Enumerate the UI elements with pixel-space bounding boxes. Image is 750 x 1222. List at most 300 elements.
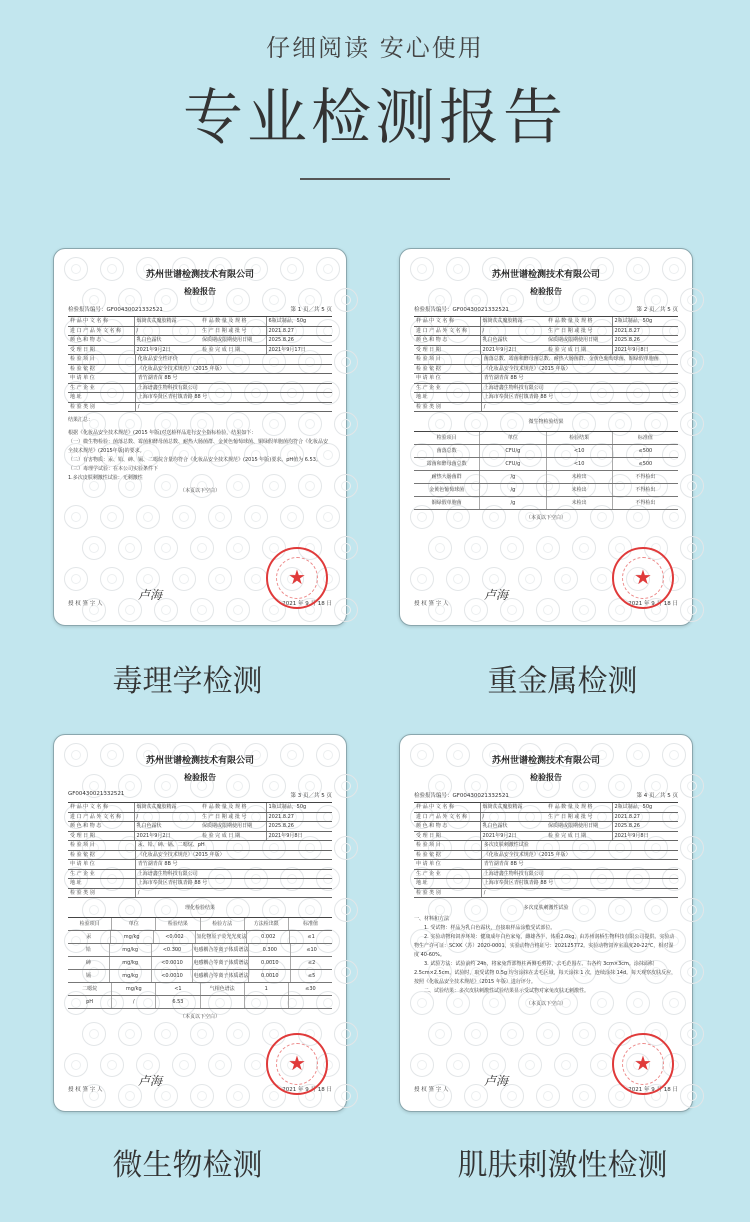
results-row (414, 458, 678, 471)
field-row (68, 832, 332, 842)
results-cell: 汞 (86, 934, 92, 940)
results-cell: /g (479, 497, 545, 509)
field-value: 2021年9月2日 (480, 832, 547, 841)
results-cell: / (111, 996, 155, 1008)
results-cell: CFU/g (479, 445, 545, 457)
results-cell: <10 (546, 458, 612, 470)
field-label: 颜 色 和 物 态 (70, 337, 102, 343)
field-value: 6瓶试制品，50g (266, 317, 333, 326)
field-label: 检 验 项 目 (416, 356, 441, 362)
results-cell: ≤10 (290, 944, 332, 956)
field-value: 上海市奉贤区青村镇青路 88 号 (135, 393, 332, 402)
results-cell (288, 996, 332, 1008)
field-value: 青竹湖青苗 8B 号 (481, 860, 678, 869)
field-row (68, 393, 332, 403)
watermark-icon (680, 774, 704, 798)
field-label: 地 址 (416, 394, 428, 400)
results-cell: 检验结果 (546, 432, 612, 444)
field-label: 进 口 产 品 外 文 名 称 (70, 327, 122, 334)
field-value: 上海谱鑫生物科技有限公司 (135, 384, 332, 393)
field-label: 样 品 数 量 及 规 格 (202, 318, 247, 324)
results-cell: 0.0010 (248, 957, 290, 969)
results-cell: 6.53 (155, 996, 199, 1008)
field-label: 颜 色 和 物 态 (70, 823, 102, 829)
field-label: 检 验 类 别 (416, 889, 441, 896)
results-title: 微生物检验结果 (528, 419, 564, 425)
results-cell: 不得检出 (612, 484, 678, 496)
field-value: 2021.8.27 (266, 813, 333, 822)
results-cell: 气相色谱法 (200, 983, 244, 995)
field-value: 1瓶试制品，50g (266, 803, 333, 812)
field-row (68, 346, 332, 356)
section-paragraph: 2. 实验动物和饲养环境：健康成年白色家兔，雌雄各半，体重2.0kg，由苏州润桥生物科技有限公司提供。实验动物生产许可证：SCXK（苏）2020-0001，实验动物合格证号：202125772。实验动物饲养室温度20-22℃，相对湿度 40-60%。 (414, 934, 675, 958)
results-cell: 0.002 (246, 931, 289, 943)
field-label: 保质期或限期使用日期 (548, 337, 599, 343)
watermark-icon (334, 1022, 358, 1046)
watermark-icon (334, 598, 358, 622)
field-label: 样 品 中 文 名 称 (416, 318, 454, 324)
report-page: 第 1 页／共 5 页 (290, 307, 332, 313)
field-value: / (481, 403, 678, 412)
field-label: 进 口 产 品 外 文 名 称 (416, 813, 468, 820)
field-row (68, 879, 332, 889)
report-end-note: （本页以下空白） (179, 488, 220, 494)
caption-heavy-metal: 重金属检测 (487, 664, 638, 699)
field-label: 进 口 产 品 外 文 名 称 (70, 813, 122, 820)
results-cell: 未检出 (546, 484, 612, 496)
results-cell: <0.0010 (151, 957, 193, 969)
field-value: 2瓶试制品，50g (612, 317, 679, 326)
results-cell: CFU/g (479, 458, 545, 470)
watermark-icon (334, 774, 358, 798)
section-paragraphs (414, 924, 678, 996)
field-row (414, 327, 678, 337)
results-cell: 标准值 (612, 432, 678, 444)
results-row (68, 957, 332, 970)
results-title: 理化检验结果 (184, 905, 215, 911)
field-row (414, 832, 678, 842)
results-cell: 砷 (85, 960, 91, 966)
field-label: 检 验 类 别 (70, 403, 95, 410)
results-row (414, 445, 678, 458)
field-value: 汞、铅、砷、镉、二噁烷、pH (135, 841, 332, 850)
watermark-icon (680, 412, 704, 436)
watermark-icon (334, 288, 358, 312)
field-value: 上海谱鑫生物科技有限公司 (135, 870, 332, 879)
field-label: 生 产 企 业 (416, 384, 441, 391)
report-card-microbe[interactable] (53, 734, 347, 1112)
watermark-icon (680, 836, 704, 860)
results-cell: 不得检出 (612, 497, 678, 509)
field-value: 乳白色霜状 (480, 336, 547, 345)
report-doc-title: 检验报告 (530, 773, 562, 782)
results-cell: 方法检出限 (244, 918, 288, 930)
results-cell: 单位 (111, 918, 155, 930)
report-page: 第 4 页／共 5 页 (636, 793, 678, 799)
field-label: 申 请 单 位 (70, 375, 95, 381)
report-date: 2021 年 9 月 18 日 (282, 601, 332, 607)
results-row (414, 484, 678, 497)
field-label: 检 验 项 目 (70, 356, 95, 362)
report-date: 2021 年 9 月 18 日 (628, 1087, 678, 1093)
field-row (68, 841, 332, 851)
field-row (414, 860, 678, 870)
field-row (414, 870, 678, 880)
field-row (68, 336, 332, 346)
field-label: 检 验 完 成 日 期 (202, 346, 240, 353)
results-cell: 0.0010 (248, 970, 290, 982)
conclusion-line: （三）毒理学试验：在本公司实验条件下 (68, 466, 159, 472)
signer-label: 授 权 签 字 人 (68, 601, 103, 607)
results-row (68, 970, 332, 983)
field-label: 检 验 依 据 (70, 851, 95, 858)
field-value: / (134, 813, 201, 822)
results-cell: ≤1 (289, 931, 332, 943)
field-row (68, 355, 332, 365)
field-value: / (481, 889, 678, 898)
results-cell: 电感耦合等离子体质谱法 (192, 944, 248, 956)
report-doc-title: 检验报告 (184, 773, 216, 782)
report-number: 检验报告编号：GF00430021332521 (414, 307, 509, 313)
signer-label: 授 权 签 字 人 (414, 1087, 449, 1093)
field-row (68, 803, 332, 813)
report-number: GF00430021332521 (68, 791, 125, 797)
field-value: 2021年9月8日 (612, 832, 679, 841)
field-label: 检 验 完 成 日 期 (202, 832, 240, 839)
field-label: 样 品 数 量 及 规 格 (548, 318, 593, 324)
results-cell: 不得检出 (612, 471, 678, 483)
field-value: 青竹湖青苗 8B 号 (135, 374, 332, 383)
field-value: / (135, 403, 332, 412)
field-row (414, 403, 678, 413)
field-label: 生 产 企 业 (416, 870, 441, 877)
field-label: 申 请 单 位 (70, 861, 95, 867)
field-row (68, 813, 332, 823)
field-value: 《化妆品安全技术规范》（2015 年版） (481, 365, 678, 374)
field-value: / (135, 889, 332, 898)
field-label: 申 请 单 位 (416, 861, 441, 867)
report-end-note: （本页以下空白） (179, 1014, 220, 1020)
field-label: 进 口 产 品 外 文 名 称 (416, 327, 468, 334)
results-cell: 金黄色葡萄球菌 (429, 487, 465, 493)
field-label: 检 验 类 别 (70, 889, 95, 896)
report-company: 苏州世谱检测技术有限公司 (145, 270, 254, 280)
field-value: 2025.8.26 (612, 822, 679, 831)
field-label: 样 品 中 文 名 称 (70, 318, 108, 324)
field-label: 样 品 数 量 及 规 格 (202, 804, 247, 810)
field-value: 烟筒苁苁魔胶精霜 (134, 803, 201, 812)
page-subtitle: 仔细阅读 安心使用 (266, 34, 484, 62)
field-label: 受 理 日 期 (70, 346, 95, 353)
field-label: 受 理 日 期 (70, 832, 95, 839)
field-label: 生 产 日 期 或 批 号 (202, 327, 247, 334)
report-conclusion (68, 429, 332, 483)
field-label: 地 址 (70, 394, 82, 400)
results-cell: 氢化物原子荧光光度法 (195, 931, 246, 943)
field-value: 乳白色霜状 (134, 822, 201, 831)
results-header-row (68, 918, 332, 931)
field-row (414, 384, 678, 394)
watermark-icon (680, 1084, 704, 1108)
results-cell: 菌落总数 (436, 448, 457, 454)
field-row (414, 851, 678, 861)
field-value: 《化妆品安全技术规范》（2015 年版） (135, 851, 332, 860)
field-value: 2025.8.26 (266, 336, 333, 345)
results-cell: <0.002 (153, 931, 196, 943)
field-value: 烟筒苁苁魔胶精霜 (134, 317, 201, 326)
report-date: 2021 年 9 月 18 日 (282, 1087, 332, 1093)
results-cell: mg/kg (109, 944, 151, 956)
report-card-skin-irritation[interactable] (399, 734, 693, 1112)
results-cell: ≤500 (612, 445, 678, 457)
field-row (68, 365, 332, 375)
field-row (414, 355, 678, 365)
results-cell: 二噁烷 (82, 986, 98, 992)
results-cell: 检验结果 (155, 918, 199, 930)
results-cell: 未检出 (546, 497, 612, 509)
field-value: 2021年9月2日 (134, 832, 201, 841)
field-row (68, 870, 332, 880)
field-row (414, 374, 678, 384)
results-cell: ≤500 (612, 458, 678, 470)
field-row (414, 365, 678, 375)
field-row (414, 841, 678, 851)
field-value: 上海谱鑫生物科技有限公司 (481, 870, 678, 879)
field-value: 2021年9月8日 (266, 832, 333, 841)
results-cell: 镉 (85, 973, 91, 979)
report-card-toxicology[interactable] (53, 248, 347, 626)
field-label: 保质期或限期使用日期 (548, 823, 599, 829)
field-row (68, 403, 332, 413)
results-cell: ≤30 (288, 983, 332, 995)
field-label: 检 验 项 目 (416, 842, 441, 848)
results-cell: <10 (546, 445, 612, 457)
field-row (68, 317, 332, 327)
field-row (414, 889, 678, 899)
field-label: 地 址 (70, 880, 82, 886)
field-label: 受 理 日 期 (416, 346, 441, 353)
signature: 卢海 (138, 1074, 163, 1088)
results-cell: 标准值 (288, 918, 332, 930)
results-header-row (414, 432, 678, 445)
report-card-heavy-metal[interactable] (399, 248, 693, 626)
field-label: 检 验 项 目 (70, 842, 95, 848)
field-value: 2021年9月2日 (134, 346, 201, 355)
field-value: 乳白色霜状 (480, 822, 547, 831)
results-row (68, 996, 332, 1009)
watermark-icon (680, 536, 704, 560)
field-row (414, 822, 678, 832)
field-value: 化妆品安全性评价 (135, 355, 332, 364)
field-value: 2025.8.26 (266, 822, 333, 831)
results-cell: 未检出 (546, 471, 612, 483)
conclusion-line: 根据《化妆品安全技术规范》(2015 年版)对送检样品进行安全指标检验，结果如下： (68, 430, 257, 436)
title-divider (300, 178, 450, 180)
results-cell: 电感耦合等离子体质谱法 (192, 957, 248, 969)
results-cell: <1 (155, 983, 199, 995)
field-value: 《化妆品安全技术规范》（2015 年版） (481, 851, 678, 860)
field-label: 检 验 依 据 (416, 851, 441, 858)
field-label: 颜 色 和 物 态 (416, 823, 448, 829)
field-value: 上海市奉贤区青村镇青路 88 号 (135, 879, 332, 888)
field-value: 2025.8.26 (612, 336, 679, 345)
watermark-icon (334, 836, 358, 860)
results-cell: 单位 (479, 432, 545, 444)
results-row (68, 931, 332, 944)
watermark-icon (680, 898, 704, 922)
watermark-icon (680, 598, 704, 622)
results-row (68, 944, 332, 957)
field-label: 检 验 依 据 (416, 365, 441, 372)
report-fields-table (414, 316, 678, 412)
field-label: 生 产 日 期 或 批 号 (202, 813, 247, 820)
signature: 卢海 (484, 1074, 509, 1088)
report-date: 2021 年 9 月 18 日 (628, 601, 678, 607)
results-cell: /g (479, 484, 545, 496)
signer-label: 授 权 签 字 人 (414, 601, 449, 607)
field-row (414, 346, 678, 356)
report-company: 苏州世谱检测技术有限公司 (145, 756, 254, 766)
caption-skin-irritation: 肌肤刺激性检测 (457, 1148, 668, 1183)
report-fields-table (68, 316, 332, 412)
results-cell: ≤5 (290, 970, 332, 982)
field-row (68, 889, 332, 899)
results-cell: 铅 (85, 947, 91, 953)
results-row (414, 497, 678, 510)
results-cell: ≤2 (290, 957, 332, 969)
seal-star-icon: ★ (288, 565, 306, 589)
watermark-icon (680, 350, 704, 374)
conclusion-line: （一）微生物检验：菌落总数、霉菌和酵母菌总数、耐热大肠菌群、金黄色葡萄球菌、铜绿假单胞菌均符合《化妆品安全技术规范》(2015年版)的要求。 (68, 439, 329, 454)
watermark-icon (680, 1022, 704, 1046)
results-cell: mg/kg (111, 983, 155, 995)
report-conclusion-label: 结果汇总： (68, 417, 94, 423)
watermark-icon (680, 960, 704, 984)
field-row (414, 803, 678, 813)
report-page: 第 2 页／共 5 页 (636, 307, 678, 313)
caption-toxicology: 毒理学检测 (112, 664, 263, 699)
report-doc-title: 检验报告 (184, 287, 216, 296)
results-cell: 电感耦合等离子体质谱法 (192, 970, 248, 982)
watermark-icon (334, 1084, 358, 1108)
field-label: 检 验 依 据 (70, 365, 95, 372)
field-label: 生 产 日 期 或 批 号 (548, 327, 593, 334)
watermark-icon (334, 898, 358, 922)
field-row (414, 393, 678, 403)
conclusion-line: （二）有害物质：汞、铅、砷、镉、二噁烷含量均符合《化妆品安全技术规范》(2015 年版)要求。pH值为 6.53。 (68, 457, 321, 463)
official-seal-stamp (612, 547, 674, 609)
official-seal-stamp (266, 547, 328, 609)
field-value: 2021年9月2日 (480, 346, 547, 355)
field-label: 受 理 日 期 (416, 832, 441, 839)
field-value: 2021年9月8日 (612, 346, 679, 355)
field-value: 青竹湖青苗 8B 号 (481, 374, 678, 383)
report-number: 检验报告编号：GF00430021332521 (68, 307, 163, 313)
watermark-icon (334, 350, 358, 374)
section-paragraph: 1. 受试物：样品为乳白色霜状，直接取样品涂敷受试部位。 (424, 925, 556, 931)
results-cell: /g (479, 471, 545, 483)
field-label: 申 请 单 位 (416, 375, 441, 381)
field-label: 检 验 完 成 日 期 (548, 346, 586, 353)
page-title: 专业检测报告 (183, 83, 567, 153)
field-value: 烟筒苁苁魔胶精霜 (480, 803, 547, 812)
results-cell: 检验项目 (436, 435, 457, 441)
field-label: 颜 色 和 物 态 (416, 337, 448, 343)
field-value: 上海市奉贤区青村镇青路 88 号 (481, 879, 678, 888)
results-cell: 铜绿假单胞菌 (431, 500, 462, 506)
results-cell: 0.300 (248, 944, 290, 956)
watermark-icon (334, 412, 358, 436)
signer-label: 授 权 签 字 人 (68, 1087, 103, 1093)
official-seal-stamp (612, 1033, 674, 1095)
watermark-icon (334, 474, 358, 498)
results-cell: 检验项目 (79, 921, 100, 927)
field-label: 样 品 中 文 名 称 (416, 804, 454, 810)
field-value: 2021.8.27 (612, 813, 679, 822)
results-table (414, 431, 678, 510)
field-label: 样 品 数 量 及 规 格 (548, 804, 593, 810)
field-value: 2瓶试制品，50g (612, 803, 679, 812)
field-value: 青竹湖青苗 8B 号 (135, 860, 332, 869)
seal-star-icon: ★ (288, 1051, 306, 1075)
report-doc-title: 检验报告 (530, 287, 562, 296)
field-value: 多次皮肤刺激性试验 (481, 841, 678, 850)
field-value: / (480, 327, 547, 336)
field-value: 2021.8.27 (266, 327, 333, 336)
report-company: 苏州世谱检测技术有限公司 (491, 270, 600, 280)
results-cell: <0.0010 (151, 970, 193, 982)
section-label: 一、材料和方法 (414, 916, 450, 922)
seal-star-icon: ★ (634, 1051, 652, 1075)
field-value: / (480, 813, 547, 822)
section-paragraph: 3. 试验方法：试验前约 24h，将家兔背部脊柱两侧毛剪掉，去毛范围左、右各约 3cm×3cm。涂抹面积 2.5cm×2.5cm。试验时，取受试物 0.5g 均匀涂抹在去毛区域，每天涂抹 1 次，连续涂抹 14d。每天观察皮肤反应，按照《化妆品安全技术规范》（2015 年版）进行评分。 (414, 961, 677, 985)
signature: 卢海 (484, 588, 509, 602)
official-seal-stamp (266, 1033, 328, 1095)
results-row (68, 983, 332, 996)
report-fields-table (68, 802, 332, 898)
report-page: 第 3 页／共 5 页 (290, 793, 332, 799)
field-row (68, 851, 332, 861)
results-cell: mg/kg (109, 957, 151, 969)
results-cell: mg/kg (109, 970, 151, 982)
results-cell: <0.300 (151, 944, 193, 956)
results-cell: mg/kg (110, 931, 153, 943)
field-label: 地 址 (416, 880, 428, 886)
report-number: 检验报告编号：GF00430021332521 (414, 793, 509, 799)
field-label: 生 产 企 业 (70, 870, 95, 877)
field-value: 菌落总数、霉菌和酵母菌总数、耐热大肠菌群、金黄色葡萄球菌、铜绿假单胞菌 (481, 355, 678, 364)
results-cell: 检验方法 (200, 918, 244, 930)
field-value: 上海市奉贤区青村镇青路 88 号 (481, 393, 678, 402)
results-cell: pH (86, 999, 94, 1005)
results-row (414, 471, 678, 484)
field-label: 检 验 类 别 (416, 403, 441, 410)
field-label: 生 产 企 业 (70, 384, 95, 391)
field-row (414, 336, 678, 346)
report-company: 苏州世谱检测技术有限公司 (491, 756, 600, 766)
field-row (414, 879, 678, 889)
field-row (414, 813, 678, 823)
field-label: 检 验 完 成 日 期 (548, 832, 586, 839)
field-row (68, 327, 332, 337)
results-cell (200, 996, 244, 1008)
field-label: 样 品 中 文 名 称 (70, 804, 108, 810)
signature: 卢海 (138, 588, 163, 602)
results-cell: 耐热大肠菌群 (431, 474, 462, 480)
field-row (68, 374, 332, 384)
field-row (414, 317, 678, 327)
results-cell (244, 996, 288, 1008)
